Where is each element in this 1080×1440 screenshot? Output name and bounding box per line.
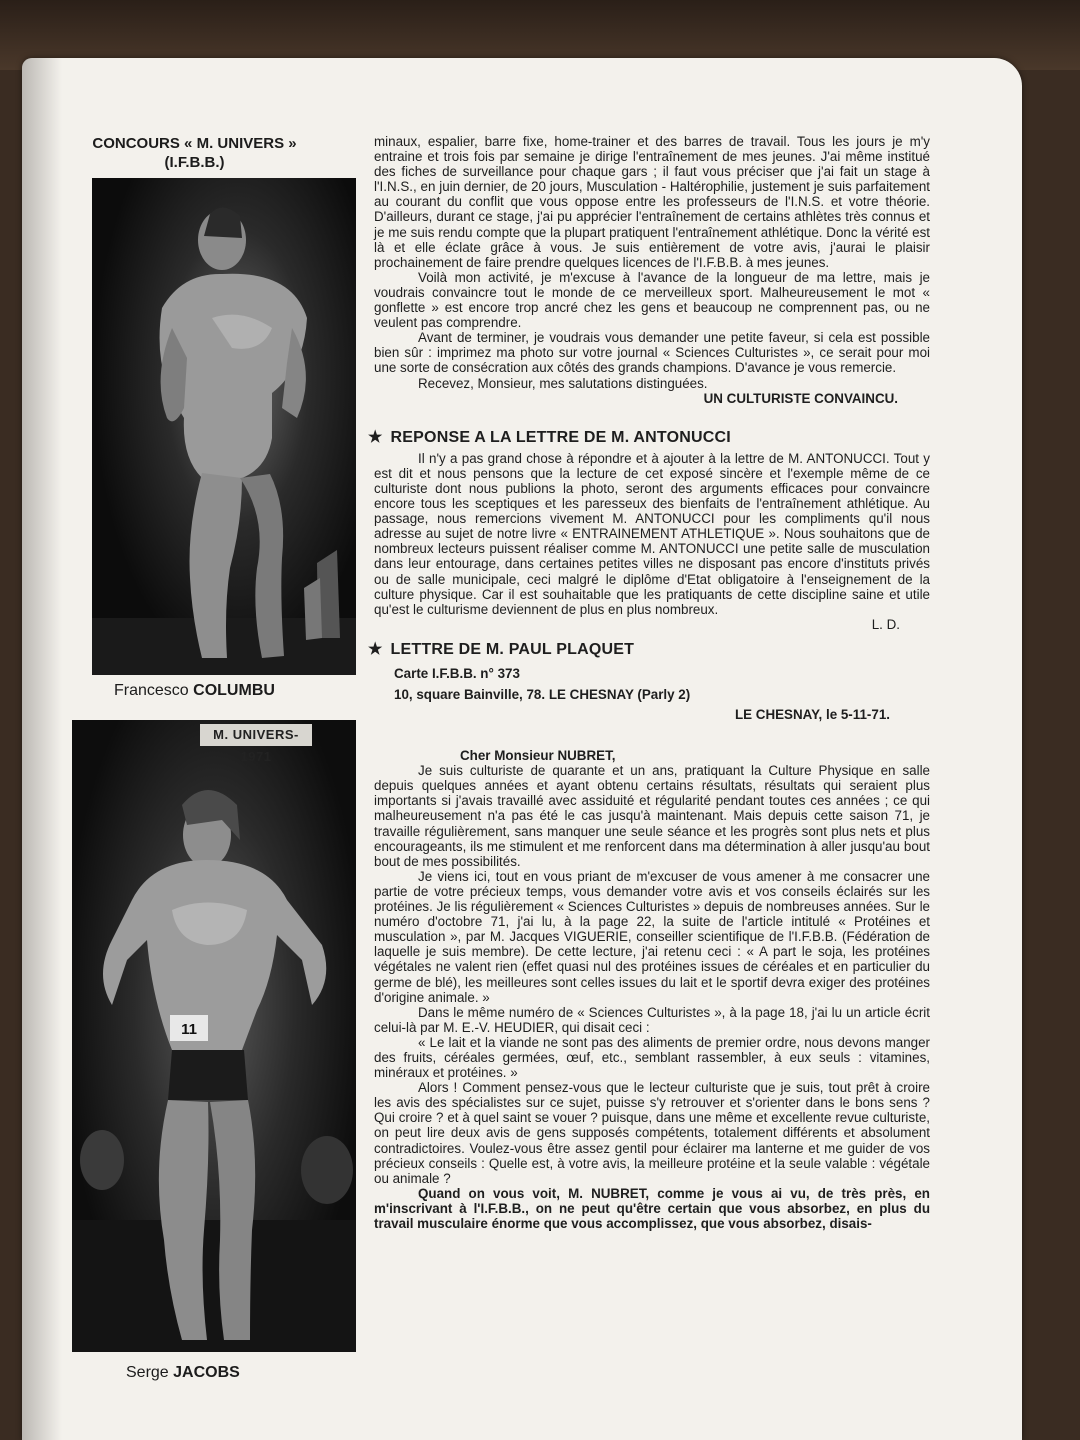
letter2-paragraph: Je viens ici, tout en vous priant de m'excuser de vous amener à me consacrer une partie de votre précieux temps, vous demander votre avis et vos conseils éclairés sur les protéines. Je lis régulièrement « Sciences Culturistes » depuis de nombreuses années. Sur le numéro d'octobre 71, j'ai lu, à la page 22, la suite de l'article intitulé « Protéines et musculation », par M. Jacques VIGUERIE, conseiller scientifique de l'I.F.B.B. (Fédération de laquelle je suis membre). De cette lecture, j'ai retenu ceci : « A part le soja, les protéines végétales ne valent rien (effet quasi nul des protéines issues de céréales et en particulier du germe de blé), les meilleures sont celles issues du lait et le sportif devra exiger des protéines d'origine animale. » xyxy=(374,868,930,1005)
letter2-section-title xyxy=(368,642,930,657)
letter1-paragraph: Avant de terminer, je voudrais vous demander une petite faveur, si cela est possible bien sûr : imprimez ma photo sur votre journal « Sciences Culturistes », ce serait pour moi une sorte de consécration aux côtés des grands champions. D'avance je vous remercie. xyxy=(374,330,930,376)
reply-initials: L. D. xyxy=(871,616,900,632)
contest-title-line1: CONCOURS « M. UNIVERS » xyxy=(92,135,297,152)
photo2-caption xyxy=(126,1364,240,1382)
letter1-signature: UN CULTURISTE CONVAINCU. xyxy=(703,390,898,406)
bodybuilder-figure-1 xyxy=(92,178,356,675)
bodybuilder-figure-2 xyxy=(72,720,356,1352)
contest-title xyxy=(52,134,337,172)
photo1-caption-first: Francesco xyxy=(114,682,189,699)
letter2-paragraph: Alors ! Comment pensez-vous que le lecteur culturiste que je suis, tout prêt à croire les avis des spécialistes sur ce sujet, puisse s'y retrouver et s'orienter dans le bons sens ? Qui croire ? et à quel saint se vouer ? puisque, dans une même et excellente revue culturiste, on peut lire deux avis de gens supposés compétents, totalement différents et absolument contradictoires. Voulez-vous être assez gentil pour éclairer ma lanterne et me guider de vos précieux conseils : Quelle est, à votre avis, la meilleure protéine et la seule valable : végétale ou animale ? xyxy=(374,1080,930,1186)
letter1-paragraph: Recevez, Monsieur, mes salutations distinguées. xyxy=(418,375,708,391)
m-univers-sign: M. UNIVERS-1971 xyxy=(200,724,312,746)
photo-francesco-columbu xyxy=(92,178,356,675)
reply-section-title xyxy=(368,430,930,445)
page-curl-shadow xyxy=(22,58,62,1440)
letter2-paragraph: Dans le même numéro de « Sciences Culturistes », à la page 18, j'ai lu un article écrit celui-là par M. E.-V. HEUDIER, qui disait ceci : xyxy=(374,1004,930,1035)
photo-serge-jacobs xyxy=(72,720,356,1352)
photo1-caption-last: COLUMBU xyxy=(193,682,275,699)
star-icon: ★ xyxy=(368,428,383,446)
contestant-number: 11 xyxy=(181,1021,197,1038)
magazine-page xyxy=(22,58,1022,1440)
photo2-caption-first: Serge xyxy=(126,1364,169,1381)
article-text-column xyxy=(368,134,930,1231)
letter2-paragraph: Quand on vous voit, M. NUBRET, comme je vous ai vu, de très près, en m'inscrivant à l'I.F.B.B., on ne peut qu'être certain que vous absorbez, en plus du travail musculaire énorme que vous accomplissez, que vous absorbez, disais- xyxy=(374,1185,930,1231)
star-icon: ★ xyxy=(368,640,383,658)
contest-title-line2: (I.F.B.B.) xyxy=(164,154,225,171)
letter2-paragraph: Je suis culturiste de quarante et un ans, pratiquant la Culture Physique en salle depuis quelques années et ayant obtenu certains résultats, résultats qui seraient plus importants si j'avais travaillé avec assiduité et régularité pendant toutes ces années ; ce qui malheureusement n'a pas été le cas jusqu'à maintenant. Mais depuis cette saison 71, je travaille régulièrement, sans manquer une seule séance et les progrès sont plus nets et plus encourageants, ils me stimulent et me renforcent dans ma détermination à aller jusqu'au bout bout de mes possibilités. xyxy=(374,763,930,869)
reply-body: Il n'y a pas grand chose à répondre et à ajouter à la lettre de M. ANTONUCCI. Tout y est dit et nous pensons que la lecture de cet exposé sincère et l'exemple même de ce culturiste dont nous publions la photo, seront des arguments efficaces pour convaincre encore tous les sceptiques et les paresseux des bienfaits de l'entraînement athlétique. Au passage, nous remercions vivement M. ANTONUCCI pour les compliments qu'il nous adresse au sujet de notre livre « ENTRAINEMENT ATHLETIQUE ». Nous souhaitons que de nombreux lecteurs puissent réaliser comme M. ANTONUCCI une petite salle de musculation dans leur entourage, dans certaines petites villes ne disposant pas encore d'instituts privés ou de salle municipale, ceci malgré le diplôme d'Etat obligatoire à l'enseignement de la culture physique. Car il est souhaitable que les pratiquants de cette discipline saine et utile qu'est le culturisme deviennent de plus en plus nombreux. xyxy=(374,450,930,617)
photo2-caption-last: JACOBS xyxy=(173,1364,240,1381)
letter2-card-number: Carte I.F.B.B. n° 373 xyxy=(394,666,520,681)
letter2-title-text: LETTRE DE M. PAUL PLAQUET xyxy=(390,640,635,658)
letter1-paragraph: Voilà mon activité, je m'excuse à l'avance de la longueur de ma lettre, mais je voudrais convaincre tout le monde de ce merveilleux sport. Malheureusement le mot « gonflette » est encore trop ancré chez les gens et beaucoup ne comprennent pas, ou ne veulent pas comprendre. xyxy=(374,269,930,331)
photo1-caption xyxy=(114,682,275,700)
letter2-paragraph: « Le lait et la viande ne sont pas des aliments de premier ordre, nous devons manger des fruits, céréales germées, œuf, etc., semblant rassembler, à eux seuls : vitamines, minéraux et protéines. » xyxy=(374,1034,930,1081)
letter1-paragraph: minaux, espalier, barre fixe, home-trainer et des barres de travail. Tous les jours je m'y entraine et trois fois par semaine je dirige l'entraînement de mes jeunes. J'ai même institué des fiches de surveillance pour chaque gars ; il faut vous préciser que j'ai fait un stage à l'I.N.S., en juin dernier, de 20 jours, Musculation - Haltérophilie, justement je suis parfaitement au courant du conflit que vous oppose entre les professeurs de l'I.N.S. et votre théorie. D'ailleurs, durant ce stage, j'ai pu apprécier l'entraînement de certains athlètes très connus et je me suis rendu compte que la plupart pratiquent l'entraînement athlétique. Donc la vérité est là et elle éclate grâce à vous. Je suis entièrement de votre avis, j'aurai le plaisir prochainement de faire prendre quelques licences de l'I.F.B.B. à mes jeunes. xyxy=(374,134,930,270)
reply-title-text: REPONSE A LA LETTRE DE M. ANTONUCCI xyxy=(390,428,731,446)
letter2-dateline: LE CHESNAY, le 5-11-71. xyxy=(734,707,890,722)
letter2-address: 10, square Bainville, 78. LE CHESNAY (Parly 2) xyxy=(394,687,691,702)
letter2-salutation: Cher Monsieur NUBRET, xyxy=(460,748,616,764)
